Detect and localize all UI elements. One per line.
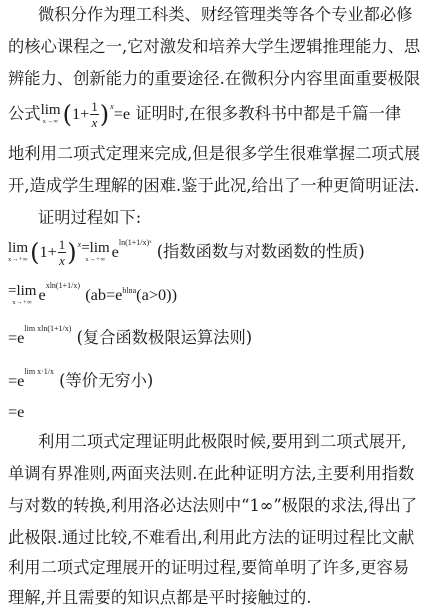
step1-lim-label: lim [8,240,29,257]
step1-fraction [58,238,67,267]
step2-limit-operator [8,284,36,307]
fraction-numerator: 1 [91,99,98,114]
step1-fraction-numerator: 1 [58,237,66,252]
base-text: 1+ [71,104,90,123]
proof-step4 [8,369,429,396]
fraction-denominator: x [91,115,98,130]
proof-step2 [8,283,429,310]
step2-eq-lim-label: =lim [8,283,37,300]
proof-step3 [8,326,429,353]
proof-heading: 证明过程如下: [38,208,142,227]
power-exponent: x [110,102,114,111]
paragraph2-line6: 理解,并且需要的知识点都是平时接触过的. [8,588,312,607]
paragraph1-line4-formula [8,100,429,129]
limit-operator [41,103,61,126]
step2-note-prefix: (ab=e [85,285,123,304]
proof-step1 [8,238,429,267]
step4-note: (等价无穷小) [59,371,154,390]
step2-lim-subscript: x→+∞ [12,299,33,307]
left-paren: ( [62,100,72,129]
paragraph1-line6: 开,造成学生理解的困难.鉴于此况,给出了一种更简明证法. [8,176,420,195]
step1-limit-operator-2 [81,241,109,264]
step1-limit-operator [8,241,28,264]
lim-label: lim [40,102,61,119]
step1-right-paren: ) [67,238,77,267]
proof-step5: =e [8,402,25,421]
step1-exponent: x [77,240,82,249]
step3-note: (复合函数极限运算法则) [76,328,253,347]
step1-e: e [111,242,119,261]
lim-subscript: x→∞ [42,118,59,126]
paragraph2-line5: 利用二项式定理展开的证明过程,要简单明了许多,更容易 [8,558,410,577]
step2-note-exponent: blna [122,286,137,295]
paragraph2-line4: 此极限.通过比较,不难看出,利用此方法的证明过程比文献 [8,528,415,547]
right-paren: ) [99,100,110,129]
step1-fraction-denominator: x [59,253,65,268]
step1-lim-subscript: x→+∞ [8,256,29,264]
equals-e: =e [113,104,131,123]
paragraph1-line2: 的核心课程之一,它对激发和培养大学生逻辑推理能力、思 [8,37,421,56]
step1-eq-lim-label: =lim [81,240,110,257]
paragraph2-line1: 利用二项式定理证明此极限时候,要用到二项式展开, [38,432,407,451]
paragraph1-line3: 辨能力、创新能力的重要途径.在微积分内容里面重要极限 [8,69,421,88]
step2-e: e [38,285,46,304]
step1-lim-subscript-2: x→+∞ [85,256,106,264]
formula-prefix-text: 公式 [8,104,41,123]
step1-left-paren: ( [30,238,40,267]
paragraph1-line1: 微积分作为理工科类、财经管理类等各个专业都必修 [38,5,413,24]
step1-e-exponent: ln(1+1/x)ˣ [118,238,152,247]
step3-eq: =e [8,328,25,347]
step2-e-exponent: xln(1+1/x) [45,281,80,290]
formula-suffix-text: 证明时,在很多教科书中都是千篇一律 [135,104,402,123]
paragraph2-line2: 单调有界准则,两面夹法则.在此种证明方法,主要利用指数 [8,464,415,483]
step4-eq: =e [8,371,25,390]
step4-e-exponent: lim x·1/x [24,367,54,376]
step2-note-suffix: (a>0)) [136,285,177,304]
fraction [90,100,99,129]
paragraph1-line5: 地利用二项式定理来完成,但是很多学生很难掌握二项式展 [8,144,421,163]
step1-base: 1+ [39,242,57,261]
paragraph2-line3: 与对数的转换,利用洛必达法则中“1∞”极限的求法,得出了 [8,496,418,515]
step3-e-exponent: lim xln(1+1/x) [24,324,72,333]
step1-note: (指数函数与对数函数的性质) [156,242,365,261]
